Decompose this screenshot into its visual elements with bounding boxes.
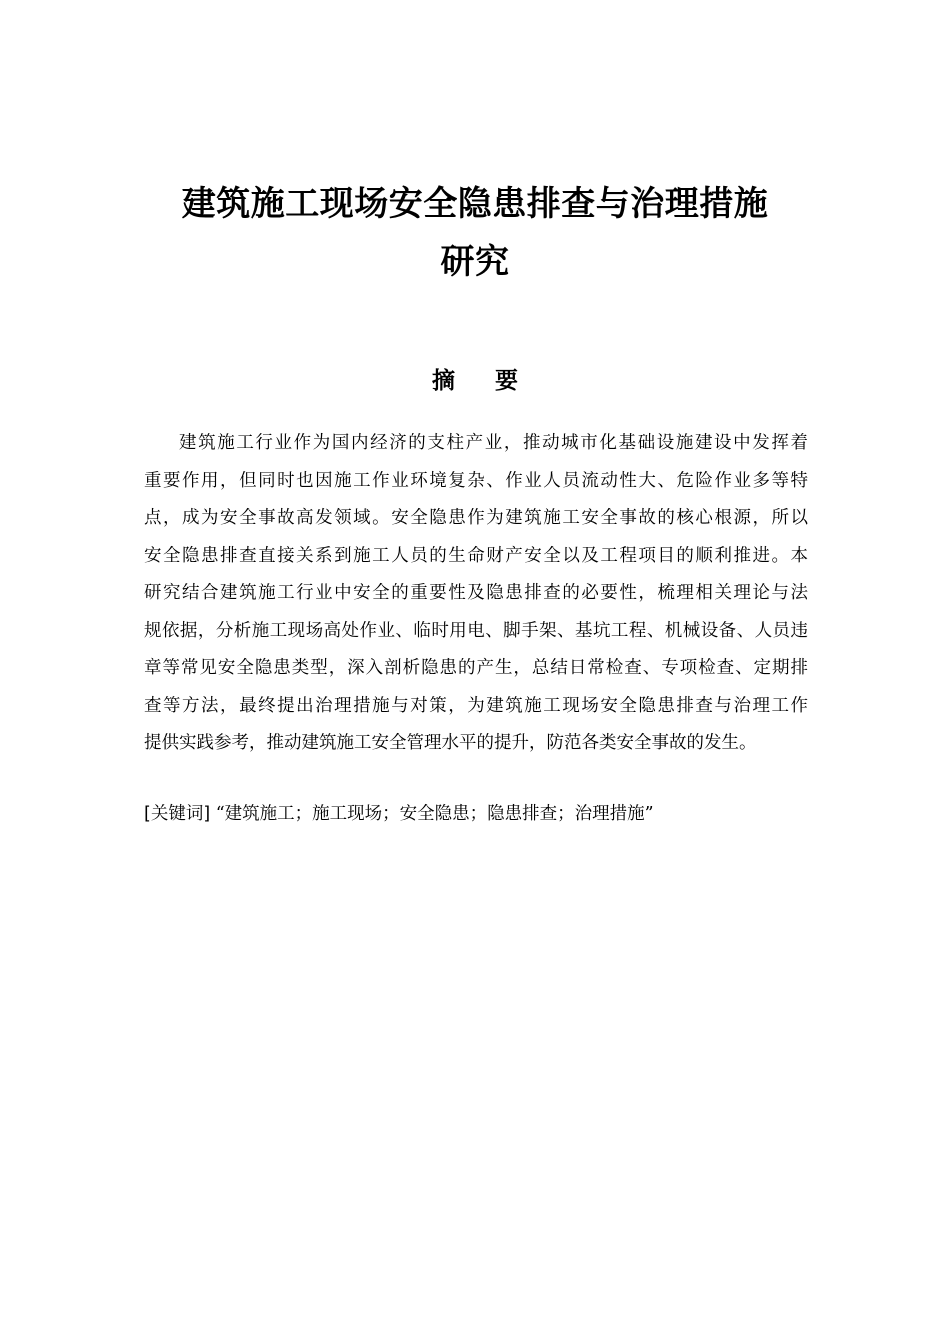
abstract-line: 规依据，分析施工现场高处作业、临时用电、脚手架、基坑工程、机械设备、人员违 <box>144 620 808 641</box>
abstract-line: 查等方法，最终提出治理措施与对策，为建筑施工现场安全隐患排查与治理工作 <box>144 695 808 716</box>
abstract-line: 建筑施工行业作为国内经济的支柱产业，推动城市化基础设施建设中发挥着 <box>179 433 808 453</box>
keywords-label: [关键词] <box>144 804 211 824</box>
keywords-line <box>144 797 844 831</box>
abstract-line: 研究结合建筑施工行业中安全的重要性及隐患排查的必要性，梳理相关理论与法 <box>144 583 808 603</box>
abstract-line: 重要作用，但同时也因施工作业环境复杂、作业人员流动性大、危险作业多等特 <box>144 470 808 491</box>
abstract-line: 章等常见安全隐患类型，深入剖析隐患的产生，总结日常检查、专项检查、定期排 <box>144 658 808 678</box>
abstract-line: 点，成为安全事故高发领域。安全隐患作为建筑施工安全事故的核心根源，所以 <box>144 508 808 528</box>
keywords-text: “建筑施工；施工现场；安全隐患；隐患排查；治理措施” <box>215 804 654 824</box>
abstract-heading: 摘要 <box>432 368 558 394</box>
abstract-line: 安全隐患排查直接关系到施工人员的生命财产安全以及工程项目的顺利推进。本 <box>144 545 808 566</box>
document-title-line-1: 建筑施工现场安全隐患排查与治理措施 <box>181 184 769 224</box>
abstract-paragraph <box>144 425 808 763</box>
abstract-line: 提供实践参考，推动建筑施工安全管理水平的提升，防范各类安全事故的发生。 <box>144 733 757 753</box>
document-title-line-2: 研究 <box>440 242 510 282</box>
